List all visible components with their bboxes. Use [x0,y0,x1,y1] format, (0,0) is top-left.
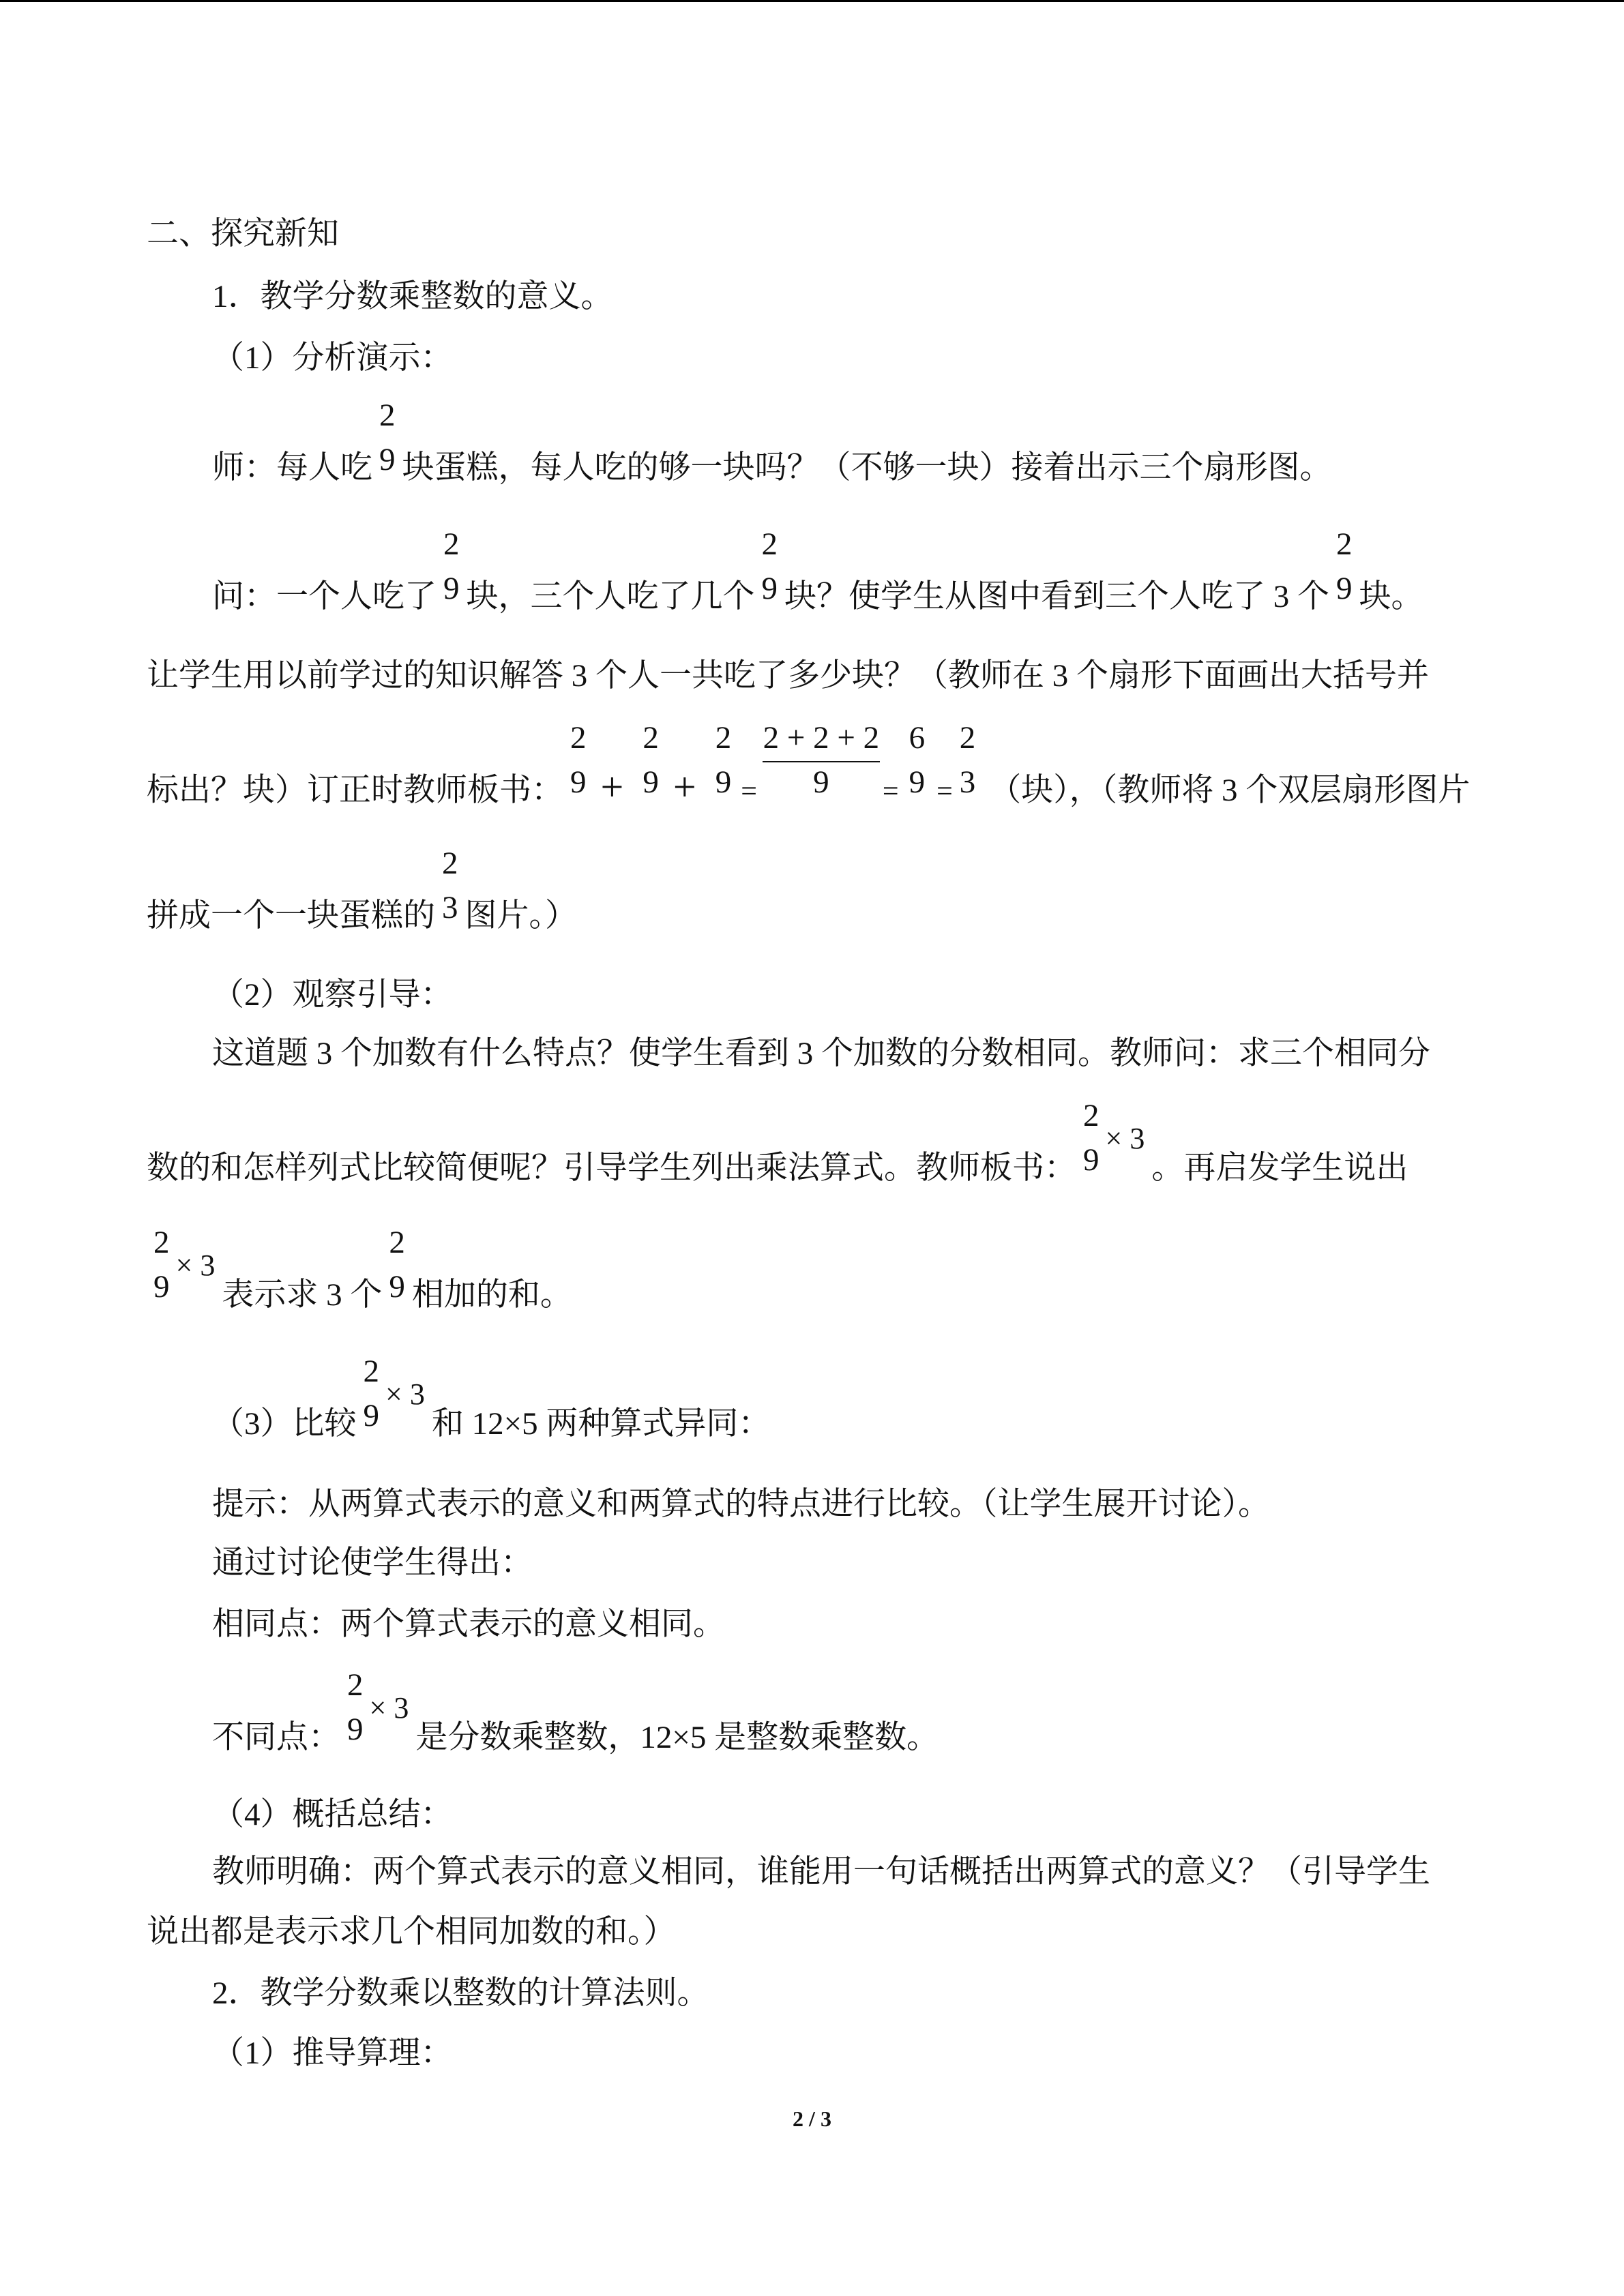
equals-sign: = [882,776,899,807]
fraction-numerator: 2 [153,1225,170,1260]
fraction-denominator: 9 [347,1712,364,1747]
solve-line: 让学生用以前学过的知识解答 3 个人一共吃了多少块？（教师在 3 个扇形下面画出大括号并 [147,658,1429,694]
fraction-denominator: 9 [443,571,460,606]
fraction-numerator: 2 [570,720,587,756]
fraction-numerator: 2 [442,846,458,881]
fraction [443,526,460,613]
teacher-text-2: 块蛋糕，每人吃的够一块吗？（不够一块）接着出示三个扇形图。 [402,450,1332,486]
sum-fraction [763,720,880,807]
part2-line2-text-2: 。再启发学生说出 [1151,1150,1408,1186]
fraction [570,720,587,807]
fraction [379,398,396,484]
fraction-denominator: 3 [442,890,458,925]
part2-line3-text-1: 表示求 3 个 [222,1277,383,1313]
fraction-numerator: 2 [347,1667,364,1703]
fraction-numerator: 2 [389,1225,405,1260]
times-factor: × 3 [175,1249,216,1282]
part1-title: （1）分析演示： [212,340,453,376]
page-number: 2 / 3 [793,2106,831,2131]
part2-line2-text-1: 数的和怎样列式比较简便呢？引导学生列出乘法算式。教师板书： [147,1150,1076,1186]
assemble-text-1: 拼成一个一块蛋糕的 [147,898,435,934]
fraction-numerator: 2 [959,720,976,756]
part4-title: （4）概括总结： [212,1797,453,1832]
fraction-numerator: 2 [443,526,460,562]
fraction-numerator: 2 [1083,1098,1099,1133]
question-line [212,526,1423,614]
difference-text-2: 是分数乘整数，12×5 是整数乘整数。 [415,1720,939,1755]
part2-line3-text-2: 相加的和。 [411,1277,572,1313]
assemble-line [147,846,577,934]
assemble-text-2: 图片。） [464,898,577,934]
fraction [715,720,732,807]
fraction-denominator: 9 [363,1398,379,1433]
teacher-line [212,398,1332,486]
board-line [147,720,1471,809]
part2-line-3 [147,1225,572,1313]
fraction-denominator: 9 [389,1269,405,1304]
fraction-numerator: 2 [715,720,732,756]
board-text-2: （块），（教师将 3 个双层扇形图片 [989,773,1471,808]
part4-line-2: 说出都是表示求几个相同加数的和。） [147,1914,676,1950]
fraction-numerator: 2 + 2 + 2 [763,720,880,756]
times-factor: × 3 [369,1691,409,1725]
fraction-numerator: 2 [363,1354,379,1389]
fraction-denominator: 9 [909,764,926,800]
part3-compare-line [212,1354,771,1442]
fraction-denominator: 9 [570,764,587,800]
board-text-1: 标出？块）订正时教师板书： [147,773,563,808]
fraction-denominator: 9 [379,442,396,477]
fraction [761,526,778,613]
fraction-denominator: 9 [1336,571,1353,606]
page-top-border [0,0,1624,2]
fraction [153,1225,170,1311]
times-factor: × 3 [1105,1122,1145,1155]
equals-sign: = [741,776,757,807]
similarity-line: 相同点：两个算式表示的意义相同。 [212,1607,725,1642]
fraction [959,720,976,807]
part2-line-2 [147,1098,1408,1186]
fraction [1336,526,1353,613]
difference-line [212,1667,939,1755]
fraction [643,720,659,807]
fraction [909,720,926,807]
fraction-denominator: 9 [153,1269,170,1304]
compare-text-1: （3）比较 [212,1406,357,1442]
fraction-numerator: 6 [909,720,926,756]
fraction-denominator: 9 [761,571,778,606]
hint-line: 提示：从两算式表示的意义和两算式的特点进行比较。（让学生展开讨论）。 [212,1487,1270,1522]
fraction [442,846,458,932]
fraction-denominator: 9 [1083,1142,1099,1178]
fraction-denominator: 9 [715,764,732,800]
section2-part1-title: （1）推导算理： [212,2036,453,2071]
discussion-line: 通过讨论使学生得出： [212,1545,533,1581]
fraction-denominator: 9 [643,764,659,800]
fraction-numerator: 2 [761,526,778,562]
fraction-denominator: 3 [959,764,976,800]
difference-text-1: 不同点： [212,1720,340,1755]
fraction [1083,1098,1099,1184]
compare-text-2: 和 12×5 两种算式异同： [431,1406,771,1442]
section1-title: 1．教学分数乘整数的意义。 [212,279,613,314]
question-text-1: 问：一个人吃了 [212,579,437,614]
fraction-numerator: 2 [643,720,659,756]
times-factor: × 3 [385,1377,425,1411]
equals-sign: = [936,776,953,807]
fraction [363,1354,380,1440]
question-text-4: 块。 [1359,579,1423,614]
question-text-3: 块？使学生从图中看到三个人吃了 3 个 [784,579,1329,614]
fraction-bar [763,761,880,762]
part4-line-1: 教师明确：两个算式表示的意义相同，谁能用一句话概括出两算式的意义？（引导学生 [212,1854,1430,1890]
fraction [389,1225,405,1311]
part2-title: （2）观察引导： [212,977,453,1013]
plus-sign: + [673,764,696,809]
fraction-numerator: 2 [379,398,396,433]
section2-title: 2．教学分数乘以整数的计算法则。 [212,1976,709,2011]
fraction-numerator: 2 [1336,526,1353,562]
section-heading: 二、探究新知 [147,216,339,252]
fraction [347,1667,364,1754]
teacher-text-1: 师：每人吃 [212,450,372,486]
question-text-2: 块，三个人吃了几个 [466,579,755,614]
plus-sign: + [600,764,624,809]
part2-line-1: 这道题 3 个加数有什么特点？使学生看到 3 个加数的分数相同。教师问：求三个相同分 [212,1036,1430,1071]
fraction-denominator: 9 [813,764,829,800]
